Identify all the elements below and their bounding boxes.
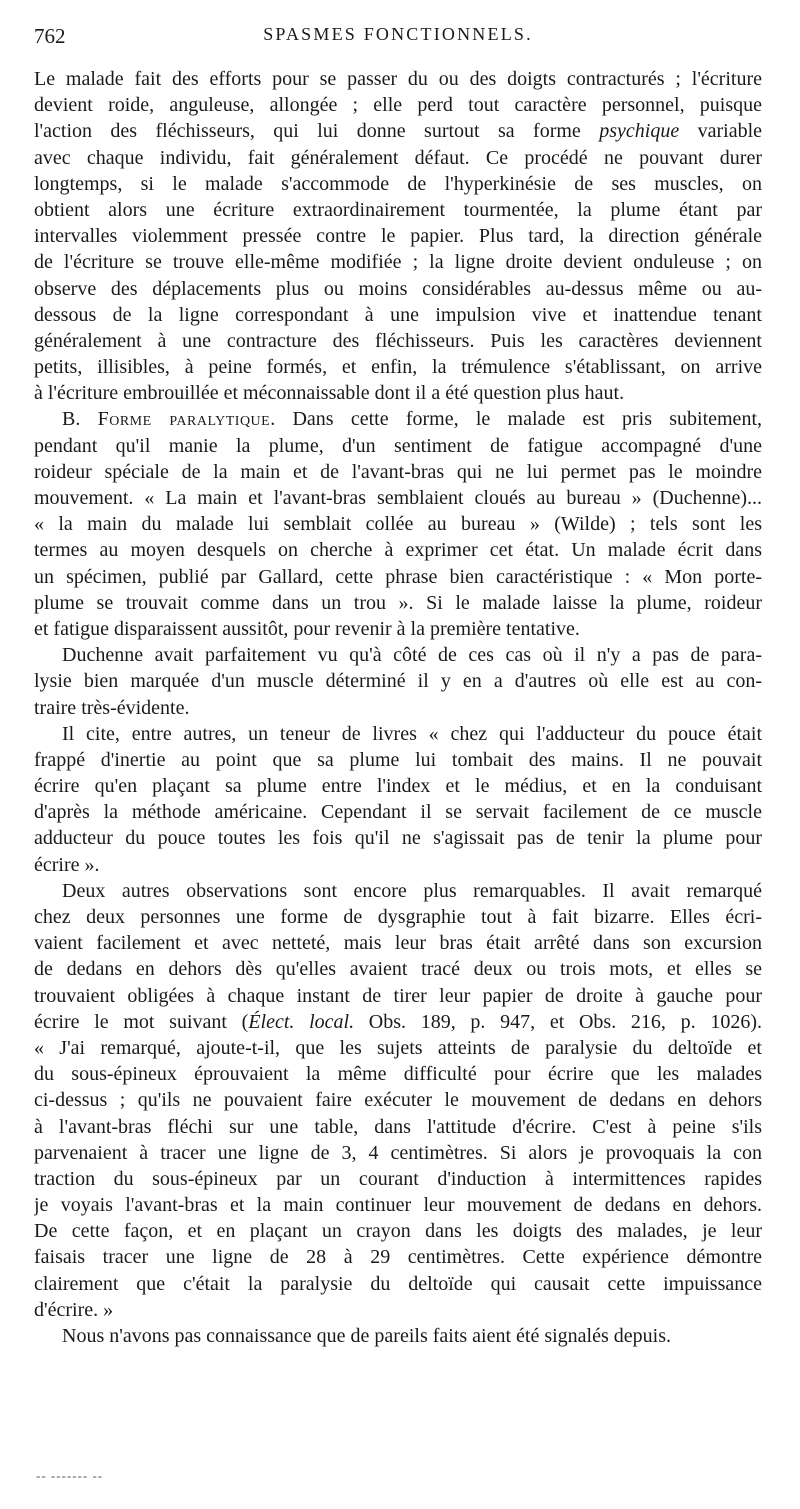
page-header — [34, 24, 762, 52]
text-line: « J'ai remarqué, ajoute-t-il, que les sujets atteints de paralysie du deltoïde et — [34, 1036, 762, 1059]
text-line: B. Forme paralytique. Dans cette forme, le malade est pris subitement, — [62, 408, 762, 431]
text-line: écrire qu'en plaçant sa plume entre l'index et le médius, et en la conduisant — [34, 775, 762, 798]
text-line: lysie bien marquée d'un muscle déterminé il y en a d'autres où elle est au con- — [34, 670, 762, 693]
text-line: Le malade fait des efforts pour se passer du ou des doigts contracturés ; l'écriture — [34, 68, 762, 90]
text-line: Duchenne avait parfaitement vu qu'à côté de ces cas où il n'y a pas de para- — [62, 644, 762, 667]
text-line: ci-dessus ; qu'ils ne pouvaient faire exécuter le mouvement de dedans en dehors — [34, 1089, 762, 1112]
text-line: « la main du malade lui semblait collée au bureau » (Wilde) ; tels sont les — [34, 513, 762, 536]
text-line: avec chaque individu, fait généralement défaut. Ce procédé ne pouvant durer — [34, 146, 762, 169]
emphasis: psychique — [599, 120, 680, 143]
body-text — [34, 66, 762, 1349]
text-line: à l'écriture embrouillée et méconnaissable dont il a été question plus haut. — [34, 382, 625, 405]
text-line: pendant qu'il manie la plume, d'un sentiment de fatigue accompagné d'une — [34, 434, 762, 457]
text-line: je voyais l'avant-bras et la main continuer leur mouvement de dedans en dehors. — [34, 1194, 762, 1217]
paragraph — [34, 642, 762, 721]
paragraph — [34, 721, 762, 878]
text-line: du sous-épineux éprouvaient la même difficulté pour écrire que les malades — [34, 1063, 762, 1086]
text-line: intervalles violemment pressée contre le papier. Plus tard, la direction générale — [34, 225, 762, 248]
text-line: roideur spéciale de la main et de l'avant-bras qui ne lui permet pas le moindre — [34, 460, 762, 483]
text-line: vaient facilement et avec netteté, mais leur bras était arrêté dans son excursion — [34, 932, 762, 955]
text-line: un spécimen, publié par Gallard, cette phrase bien caractéristique : « Mon porte- — [34, 565, 762, 588]
text-line: parvenaient à tracer une ligne de 3, 4 centimètres. Si alors je provoquais la con — [34, 1141, 762, 1164]
text-line: clairement que c'était la paralysie du deltoïde qui causait cette impuissance — [34, 1272, 762, 1295]
paragraph — [34, 878, 762, 1323]
text-line: petits, illisibles, à peine formés, et enfin, la trémulence s'établissant, on arrive — [34, 356, 762, 379]
text-line: d'après la méthode américaine. Cependant il se servait facilement de ce muscle — [34, 801, 762, 824]
text-line: dessous de la ligne correspondant à une impulsion vive et inattendue tenant — [34, 303, 762, 326]
text-line: l'action des fléchisseurs, qui lui donne surtout sa forme psychique variable — [34, 120, 762, 143]
text-line: observe des déplacements plus ou moins considérables au-dessus même ou au- — [34, 277, 762, 300]
page-number: 762 — [34, 24, 66, 48]
text-line: devient roide, anguleuse, allongée ; elle perd tout caractère personnel, puisque — [34, 94, 762, 117]
text-line: Deux autres observations sont encore plus remarquables. Il avait remarqué — [62, 879, 762, 902]
text-line: chez deux personnes une forme de dysgraphie tout à fait bizarre. Elles écri- — [34, 906, 762, 928]
text-line: frappé d'inertie au point que sa plume lui tombait des mains. Il ne pouvait — [34, 748, 762, 771]
text-line: écrire ». — [34, 853, 100, 876]
running-title: SPASMES FONCTIONNELS. — [263, 24, 533, 44]
text-line: de l'écriture se trouve elle-même modifiée ; la ligne droite devient onduleuse ; on — [34, 251, 762, 274]
emphasis: Élect. local. — [248, 1010, 355, 1033]
text-line: de dedans en dehors dès qu'elles avaient tracé deux ou trois mots, et elles se — [34, 958, 762, 981]
paragraph — [34, 406, 762, 642]
text-line: faisais tracer une ligne de 28 à 29 centimètres. Cette expérience démontre — [34, 1246, 762, 1269]
text-line: traction du sous-épineux par un courant d'induction à intermittences rapides — [34, 1167, 762, 1190]
text-line: écrire le mot suivant (Élect. local. Obs. 189, p. 947, et Obs. 216, p. 1026). — [34, 1010, 762, 1033]
paragraph — [34, 66, 762, 406]
paragraph — [34, 1323, 762, 1349]
text-line: d'écrire. » — [34, 1298, 114, 1321]
text-line: Nous n'avons pas connaissance que de pareils faits aient été signalés depuis. — [62, 1325, 671, 1347]
text-line: termes au moyen desquels on cherche à exprimer cet état. Un malade écrit dans — [34, 539, 762, 562]
footnote-rule: -- ------- -- — [36, 1468, 104, 1483]
text-line: plume se trouvait comme dans un trou ». Si le malade laisse la plume, roideur — [34, 591, 762, 614]
text-line: mouvement. « La main et l'avant-bras semblaient cloués au bureau » (Duchenne)... — [34, 487, 762, 509]
text-line: adducteur du pouce toutes les fois qu'il ne s'agissait pas de tenir la plume pour — [34, 827, 762, 850]
section-heading: Forme paralytique — [97, 408, 271, 431]
text-line: longtemps, si le malade s'accommode de l'hyperkinésie de ses muscles, on — [34, 172, 762, 195]
text-line: obtient alors une écriture extraordinairement tourmentée, la plume étant par — [34, 198, 762, 221]
text-line: et fatigue disparaissent aussitôt, pour revenir à la première tentative. — [34, 617, 580, 640]
text-line: trouvaient obligées à chaque instant de tirer leur papier de droite à gauche pour — [34, 984, 762, 1007]
text-line: Il cite, entre autres, un teneur de livres « chez qui l'adducteur du pouce était — [62, 722, 762, 745]
text-line: traire très-évidente. — [34, 696, 190, 719]
text-line: à l'avant-bras fléchi sur une table, dans l'attitude d'écrire. C'est à peine s'ils — [34, 1115, 762, 1138]
text-line: généralement à une contracture des fléchisseurs. Puis les caractères deviennent — [34, 329, 762, 352]
text-line: De cette façon, et en plaçant un crayon dans les doigts des malades, je leur — [34, 1220, 762, 1243]
